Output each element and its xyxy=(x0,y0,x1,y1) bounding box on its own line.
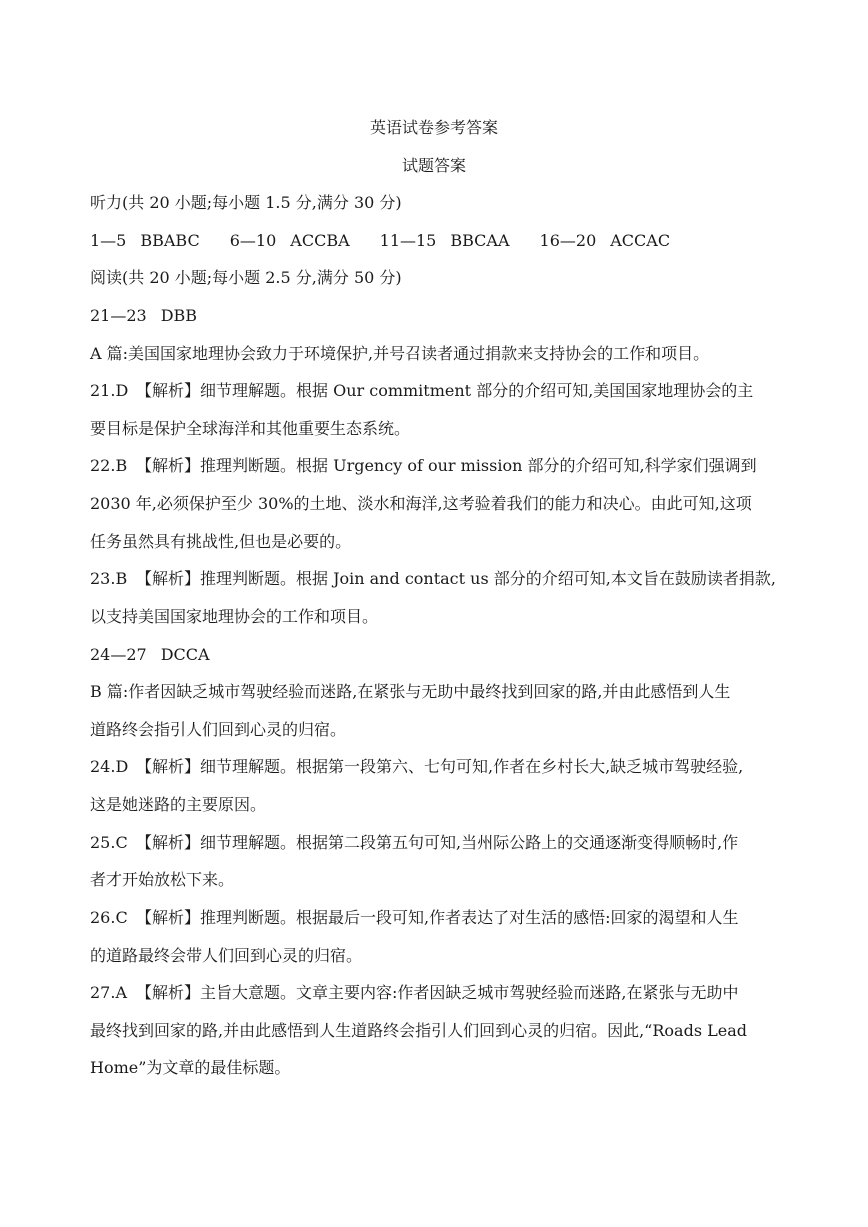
explanation-text: 【解析】推理判断题。根据 Urgency of our mission 部分的介绍可知,科学家们强调到 xyxy=(136,456,757,475)
question-number: 23.B xyxy=(90,569,128,588)
q23-explanation-cont: 以支持美国国家地理协会的工作和项目。 xyxy=(90,607,379,626)
passage-b-summary-cont: 道路终会指引人们回到心灵的归宿。 xyxy=(90,720,347,739)
q21-explanation xyxy=(90,381,790,401)
answer-letters: ACCAC xyxy=(610,231,671,250)
q24-explanation xyxy=(90,757,790,777)
answer-range: 6—10 xyxy=(229,231,277,250)
q26-explanation xyxy=(90,908,790,928)
q22-explanation-cont: 任务虽然具有挑战性,但也是必要的。 xyxy=(90,532,352,551)
answer-range: 24—27 xyxy=(90,645,147,664)
q25-explanation xyxy=(90,833,790,853)
question-number: 25.C xyxy=(90,833,128,852)
answer-letters: BBABC xyxy=(140,231,200,250)
reading-answers-a xyxy=(90,306,790,326)
explanation-text: 【解析】推理判断题。根据最后一段可知,作者表达了对生活的感悟:回家的渴望和人生 xyxy=(136,908,739,927)
explanation-text: 【解析】推理判断题。根据 Join and contact us 部分的介绍可知,本文旨在鼓励读者捐款, xyxy=(136,569,776,588)
answer-letters: ACCBA xyxy=(290,231,350,250)
answer-range: 11—15 xyxy=(379,231,437,250)
explanation-text: 【解析】细节理解题。根据第二段第五句可知,当州际公路上的交通逐渐变得顺畅时,作 xyxy=(136,833,739,852)
q25-explanation-cont: 者才开始放松下来。 xyxy=(90,870,235,889)
q27-explanation-cont: 最终找到回家的路,并由此感悟到人生道路终会指引人们回到心灵的归宿。因此,“Roads Lead xyxy=(90,1021,747,1040)
q21-explanation-cont: 要目标是保护全球海洋和其他重要生态系统。 xyxy=(90,419,411,438)
question-number: 22.B xyxy=(90,456,128,475)
question-number: 24.D xyxy=(90,757,129,776)
passage-b-summary: B 篇:作者因缺乏城市驾驶经验而迷路,在紧张与无助中最终找到回家的路,并由此感悟到人生 xyxy=(90,682,731,701)
answer-range: 1—5 xyxy=(90,231,127,250)
q22-explanation xyxy=(90,456,790,476)
reading-heading: 阅读(共 20 小题;每小题 2.5 分,满分 50 分) xyxy=(90,268,402,287)
answer-range: 16—20 xyxy=(539,231,597,250)
document-title: 英语试卷参考答案 xyxy=(369,118,498,137)
q27-explanation xyxy=(90,983,790,1003)
q27-explanation-cont: Home”为文章的最佳标题。 xyxy=(90,1058,291,1077)
listening-answers xyxy=(90,231,790,251)
question-number: 21.D xyxy=(90,381,129,400)
answer-letters: DBB xyxy=(160,306,198,325)
answer-range: 21—23 xyxy=(90,306,147,325)
question-number: 27.A xyxy=(90,983,127,1002)
reading-answers-b xyxy=(90,645,790,665)
q26-explanation-cont: 的道路最终会带人们回到心灵的归宿。 xyxy=(90,946,363,965)
explanation-text: 【解析】主旨大意题。文章主要内容:作者因缺乏城市驾驶经验而迷路,在紧张与无助中 xyxy=(136,983,739,1002)
q22-explanation-cont: 2030 年,必须保护至少 30%的土地、淡水和海洋,这考验着我们的能力和决心。由此可知,这项 xyxy=(90,494,752,513)
question-number: 26.C xyxy=(90,908,128,927)
answer-letters: BBCAA xyxy=(450,231,510,250)
document-subtitle: 试题答案 xyxy=(401,156,466,175)
q24-explanation-cont: 这是她迷路的主要原因。 xyxy=(90,795,267,814)
passage-a-summary: A 篇:美国国家地理协会致力于环境保护,并号召读者通过捐款来支持协会的工作和项目。 xyxy=(90,344,710,363)
listening-heading: 听力(共 20 小题;每小题 1.5 分,满分 30 分) xyxy=(90,193,402,212)
answer-letters: DCCA xyxy=(160,645,210,664)
explanation-text: 【解析】细节理解题。根据第一段第六、七句可知,作者在乡村长大,缺乏城市驾驶经验, xyxy=(136,757,744,776)
explanation-text: 【解析】细节理解题。根据 Our commitment 部分的介绍可知,美国国家地理协会的主 xyxy=(136,381,754,400)
q23-explanation xyxy=(90,569,790,589)
